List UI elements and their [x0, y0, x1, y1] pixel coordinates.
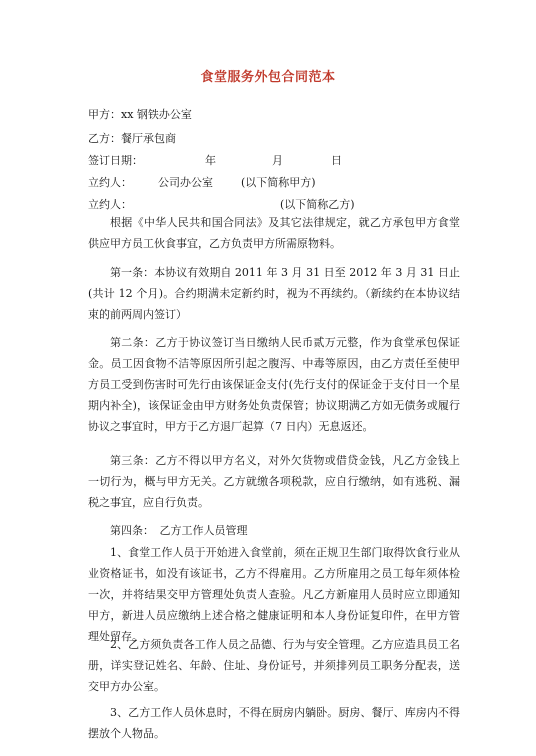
article-4-item-3: 3、乙方工作人员休息时，不得在厨房内躺卧。厨房、餐厅、库房内不得摆放个人物品。	[88, 706, 460, 740]
signer-a-label: 立约人：	[88, 176, 132, 189]
intro-paragraph: 根据《中华人民共和国合同法》及其它法律规定，就乙方承包甲方食堂供应甲方员工伙食事宜，乙方负责甲方所需原物料。	[88, 216, 460, 250]
sign-date	[88, 152, 342, 168]
signer-b	[88, 196, 355, 212]
article-1: 第一条：本协议有效期自 2011 年 3 月 31 日至 2012 年 3 月 31 日止(共计 12 个月)。合约期满未定新约时，视为不再续约。（新续约在本协议结束的前两周内签订）	[88, 266, 460, 321]
sign-date-month: 月	[272, 154, 283, 167]
signer-a-note: (以下简称甲方)	[241, 176, 316, 189]
article-2: 第二条：乙方于协议签订当日缴纳人民币贰万元整，作为食堂承包保证金。员工因食物不洁等原因所引起之腹泻、中毒等原因，由乙方责任至使甲方员工受到伤害时可先行由该保证金支付(先行支付的保证金于支付日一个星期内补全)，该保证金由甲方财务处负责保管；协议期满乙方如无债务或履行协议之事宜时，甲方于乙方退厂起算（7 日内）无息返还。	[88, 336, 460, 433]
signer-b-label: 立约人：	[88, 198, 132, 211]
sign-date-label: 签订日期：	[88, 154, 143, 167]
article-4-heading: 第四条： 乙方工作人员管理	[110, 524, 248, 537]
sign-date-year: 年	[205, 154, 216, 167]
signer-a	[88, 174, 316, 190]
party-a: 甲方：xx 钢铁办公室	[88, 108, 192, 121]
article-3: 第三条：乙方不得以甲方名义，对外欠货物或借贷金钱，凡乙方金钱上一切行为，概与甲方无关。乙方就缴各项税款，应自行缴纳，如有逃税、漏税之事宜，应自行负责。	[88, 454, 460, 509]
article-4-item-2: 2、乙方须负责各工作人员之品德、行为与安全管理。乙方应造具员工名册，详实登记姓名、年龄、住址、身份证号，并须排列员工职务分配表，送交甲方办公室。	[88, 638, 460, 693]
document-title: 食堂服务外包合同范本	[200, 70, 336, 85]
sign-date-day: 日	[331, 154, 342, 167]
signer-b-note: (以下简称乙方)	[280, 198, 355, 211]
signer-a-name: 公司办公室	[158, 176, 213, 189]
article-4-item-1: 1、食堂工作人员于开始进入食堂前，须在正规卫生部门取得饮食行业从业资格证书，如没有该证书，乙方不得雇用。乙方所雇用之员工每年须体检一次，并将结果交甲方管理处负责人查验。凡乙方新雇用人员时应立即通知甲方，新进人员应缴纳上述合格之健康证明和本人身份证复印件，在甲方管理处留存。	[88, 546, 460, 643]
party-b: 乙方：餐厅承包商	[88, 132, 176, 145]
